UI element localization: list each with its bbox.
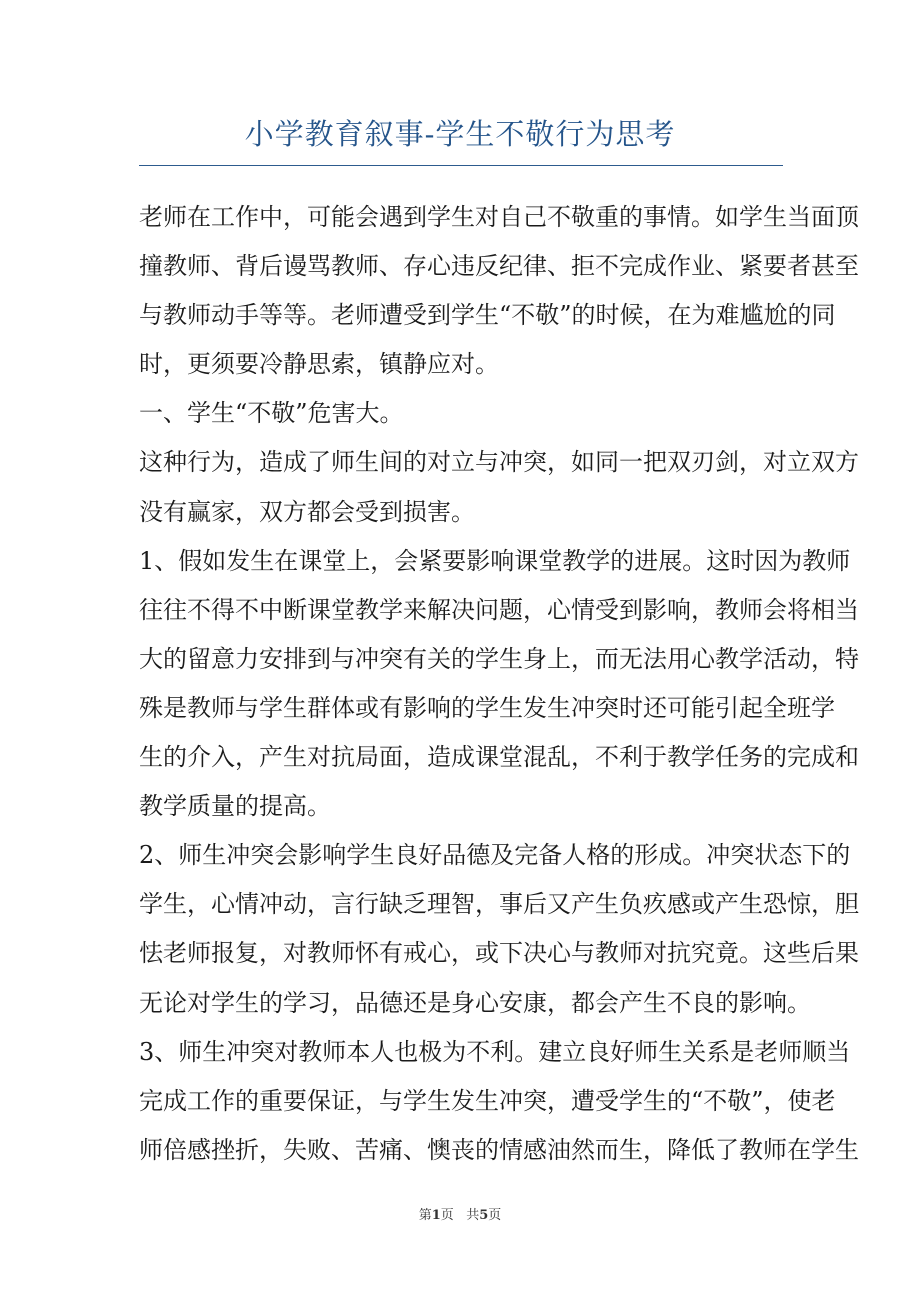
text-line: 学生，心情冲动，言行缺乏理智，事后又产生负疚感或产生恐惊，胆 xyxy=(139,890,859,919)
text-line: 老师在工作中，可能会遇到学生对自己不敬重的事情。如学生当面顶 xyxy=(139,203,859,231)
footer-page-suffix: 页 xyxy=(440,1208,454,1223)
text-line: 没有赢家，双方都会受到损害。 xyxy=(139,497,475,526)
text-line: 撞教师、背后谩骂教师、存心违反纪律、拒不完成作业、紧要者甚至 xyxy=(139,252,859,281)
total-page-count: 5 xyxy=(479,1208,489,1223)
text-line: 往往不得不中断课堂教学来解决问题，心情受到影响，教师会将相当 xyxy=(139,595,859,624)
text-line: 时，更须要冷静思索，镇静应对。 xyxy=(139,350,499,379)
text-line: 教学质量的提高。 xyxy=(139,792,331,821)
page-footer xyxy=(0,1206,920,1226)
document-body xyxy=(139,193,859,1175)
text-line: 3、师生冲突对教师本人也极为不利。建立良好师生关系是老师顺当 xyxy=(139,1037,851,1066)
text-line: 殊是教师与学生群体或有影响的学生发生冲突时还可能引起全班学 xyxy=(139,693,835,722)
title-divider xyxy=(139,165,783,166)
text-line: 生的介入，产生对抗局面，造成课堂混乱，不利于教学任务的完成和 xyxy=(139,743,859,772)
text-line: 怯老师报复，对教师怀有戒心，或下决心与教师对抗究竟。这些后果 xyxy=(139,939,859,968)
text-line: 1、假如发生在课堂上，会紧要影响课堂教学的进展。这时因为教师 xyxy=(139,546,851,575)
text-line: 2、师生冲突会影响学生良好品德及完备人格的形成。冲突状态下的 xyxy=(139,841,851,870)
text-line: 无论对学生的学习，品德还是身心安康，都会产生不良的影响。 xyxy=(139,988,811,1017)
footer-prefix: 第 xyxy=(418,1208,432,1223)
text-line: 师倍感挫折，失败、苦痛、懊丧的情感油然而生，降低了教师在学生 xyxy=(139,1135,859,1164)
text-line: 与教师动手等等。老师遭受到学生“不敬”的时候，在为难尴尬的同 xyxy=(139,301,836,330)
text-line: 完成工作的重要保证，与学生发生冲突，遭受学生的“不敬”，使老 xyxy=(139,1086,836,1115)
page-title: 小学教育叙事-学生不敬行为思考 xyxy=(244,117,676,151)
text-line: 一、学生“不敬”危害大。 xyxy=(139,399,404,428)
current-page-number: 1 xyxy=(431,1208,441,1223)
text-line: 这种行为，造成了师生间的对立与冲突，如同一把双刃剑，对立双方 xyxy=(139,448,859,477)
footer-total-suffix: 页 xyxy=(488,1208,502,1223)
footer-total-prefix: 共 xyxy=(466,1208,480,1223)
text-line: 大的留意力安排到与冲突有关的学生身上，而无法用心教学活动，特 xyxy=(139,644,859,673)
